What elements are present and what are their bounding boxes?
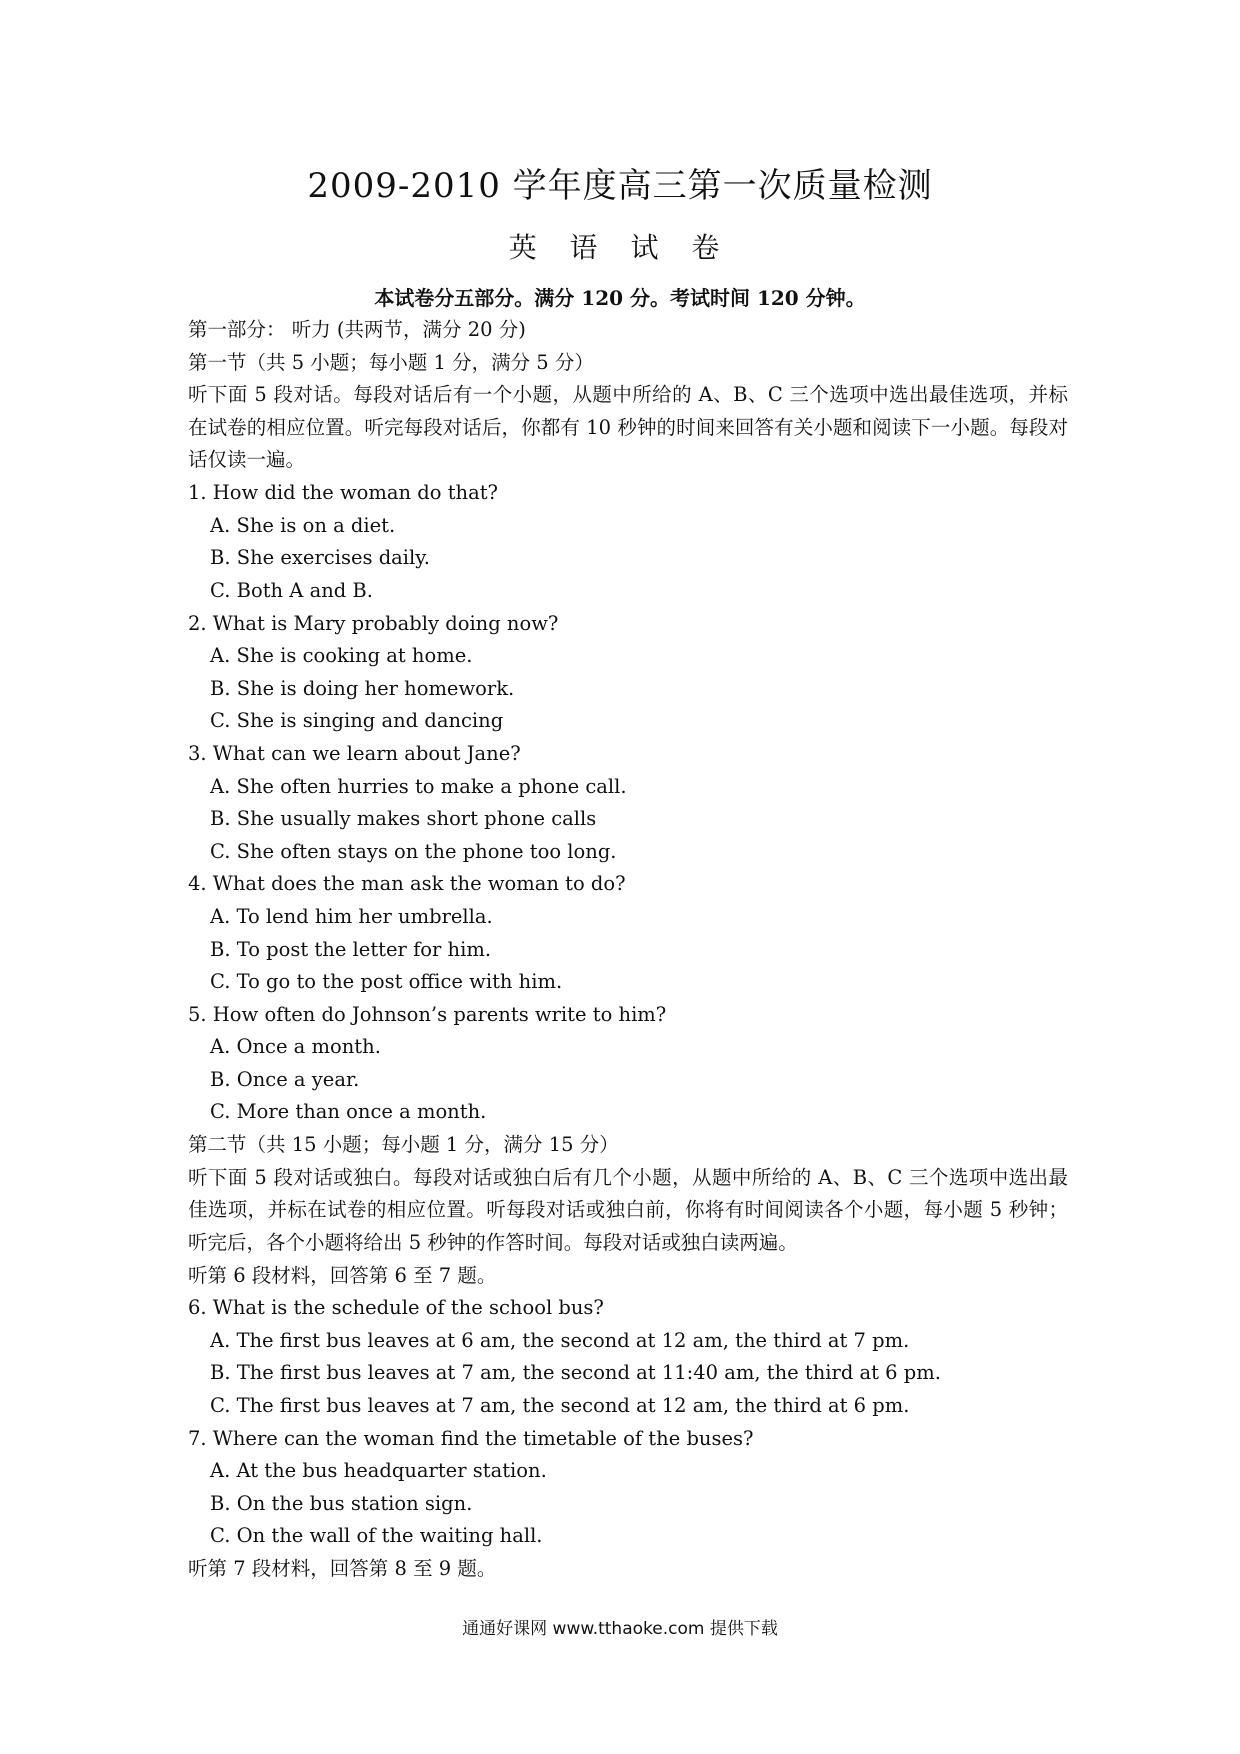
question-1-option-c: C. Both A and B. (210, 578, 373, 602)
section2-heading: 第二节（共 15 小题；每小题 1 分，满分 15 分） (188, 1133, 619, 1157)
question-3-option-b: B. She usually makes short phone calls (210, 807, 597, 831)
section1-heading: 第一节（共 5 小题；每小题 1 分，满分 5 分） (188, 350, 594, 374)
question-7-option-a: A. At the bus headquarter station. (210, 1459, 547, 1483)
exam-note: 本试卷分五部分。满分 120 分。考试时间 120 分钟。 (374, 286, 866, 310)
question-4-option-c: C. To go to the post office with him. (210, 970, 563, 994)
part1-heading: 第一部分： 听力 (共两节，满分 20 分) (188, 318, 526, 341)
question-3-option-c: C. She often stays on the phone too long. (210, 839, 617, 863)
question-7-option-c: C. On the wall of the waiting hall. (210, 1524, 543, 1548)
section1-instructions: 听下面 5 段对话。每段对话后有一个小题，从题中所给的 A、B、C 三个选项中选出最佳选项，并标在试卷的相应位置。听完每段对话后，你都有 10 秒钟的时间来回答有关小题和阅读下一小题。每段对话仅读一遍。 (188, 383, 1068, 472)
question-6-option-b: B. The first bus leaves at 7 am, the second at 11:40 am, the third at 6 pm. (210, 1361, 941, 1385)
section2-instructions: 听下面 5 段对话或独白。每段对话或独白后有几个小题，从题中所给的 A、B、C 三个选项中选出最佳选项，并标在试卷的相应位置。听每段对话或独白前，你将有时间阅读各个小题，每小题 5 秒钟；听完后，各个小题将给出 5 秒钟的作答时间。每段对话或独白读两遍。 (188, 1165, 1068, 1254)
question-2-option-c: C. She is singing and dancing (210, 709, 504, 733)
question-5-option-b: B. Once a year. (210, 1067, 360, 1091)
question-3: 3. What can we learn about Jane? (188, 741, 521, 765)
question-6-option-a: A. The first bus leaves at 6 am, the second at 12 am, the third at 7 pm. (210, 1328, 910, 1352)
material-7-note: 听第 7 段材料，回答第 8 至 9 题。 (188, 1557, 497, 1580)
footer-download-note: 通通好课网 www.tthaoke.com 提供下载 (462, 1619, 778, 1639)
exam-body (188, 314, 1068, 1586)
question-2-option-a: A. She is cooking at home. (210, 644, 473, 668)
question-1-option-a: A. She is on a diet. (210, 513, 396, 537)
page-subtitle: 英 语 试 卷 (508, 231, 732, 264)
question-5-option-c: C. More than once a month. (210, 1100, 487, 1124)
page-title: 2009-2010 学年度高三第一次质量检测 (307, 166, 933, 206)
question-6: 6. What is the schedule of the school bus? (188, 1296, 604, 1320)
question-2: 2. What is Mary probably doing now? (188, 611, 559, 635)
question-5-option-a: A. Once a month. (210, 1035, 381, 1059)
question-4: 4. What does the man ask the woman to do? (188, 872, 626, 896)
question-7-option-b: B. On the bus station sign. (210, 1491, 473, 1515)
question-2-option-b: B. She is doing her homework. (210, 676, 515, 700)
question-7: 7. Where can the woman find the timetable of the buses? (188, 1426, 754, 1450)
question-3-option-a: A. She often hurries to make a phone call. (210, 774, 627, 798)
question-5: 5. How often do Johnson’s parents write to him? (188, 1002, 667, 1026)
material-6-note: 听第 6 段材料，回答第 6 至 7 题。 (188, 1263, 497, 1287)
question-6-option-c: C. The first bus leaves at 7 am, the second at 12 am, the third at 6 pm. (210, 1394, 910, 1418)
question-1: 1. How did the woman do that? (188, 481, 499, 505)
question-1-option-b: B. She exercises daily. (210, 546, 430, 570)
question-4-option-a: A. To lend him her umbrella. (210, 904, 493, 928)
question-4-option-b: B. To post the letter for him. (210, 937, 492, 961)
